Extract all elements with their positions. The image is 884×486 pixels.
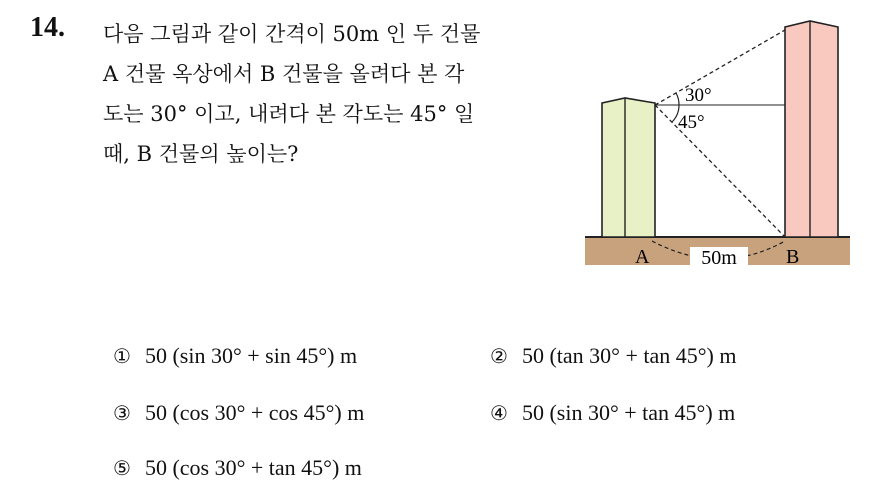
choice-mark: ④ [490,401,508,425]
choice-4[interactable] [490,400,735,426]
choice-text: 50 (cos 30° + tan 45°) m [144,455,362,480]
choice-mark: ⑤ [113,456,131,480]
choice-text: 50 (tan 30° + tan 45°) m [521,343,737,368]
question-line: 때, B 건물의 높이는? [103,142,299,166]
question-line: 다음 그림과 같이 간격이 50m 인 두 건물 [103,22,481,46]
distance-label: 50m [701,247,737,269]
label-a: A [635,246,650,268]
choice-5[interactable] [113,455,362,481]
choice-text: 50 (sin 30° + tan 45°) m [521,400,736,425]
label-b: B [786,246,800,268]
choice-text: 50 (cos 30° + cos 45°) m [144,400,365,425]
depression-line [655,105,785,237]
choice-mark: ② [490,344,508,368]
choice-mark: ③ [113,401,131,425]
choice-text: 50 (sin 30° + sin 45°) m [144,343,358,368]
question-text [103,14,558,174]
choice-mark: ① [113,344,131,368]
question-line: A 건물 옥상에서 B 건물을 올려다 본 각 [103,62,465,86]
angle-up-label: 30° [685,85,712,106]
building-b [785,21,838,237]
choice-2[interactable] [490,343,736,369]
choice-1[interactable] [113,343,357,369]
question-number: 14. [30,12,65,43]
elevation-line [655,30,785,105]
question-line: 도는 30° 이고, 내려다 본 각도는 45° 일 [103,102,475,126]
buildings-diagram [580,15,860,270]
building-a [602,98,655,237]
choice-3[interactable] [113,400,364,426]
angle-down-label: 45° [678,112,705,133]
